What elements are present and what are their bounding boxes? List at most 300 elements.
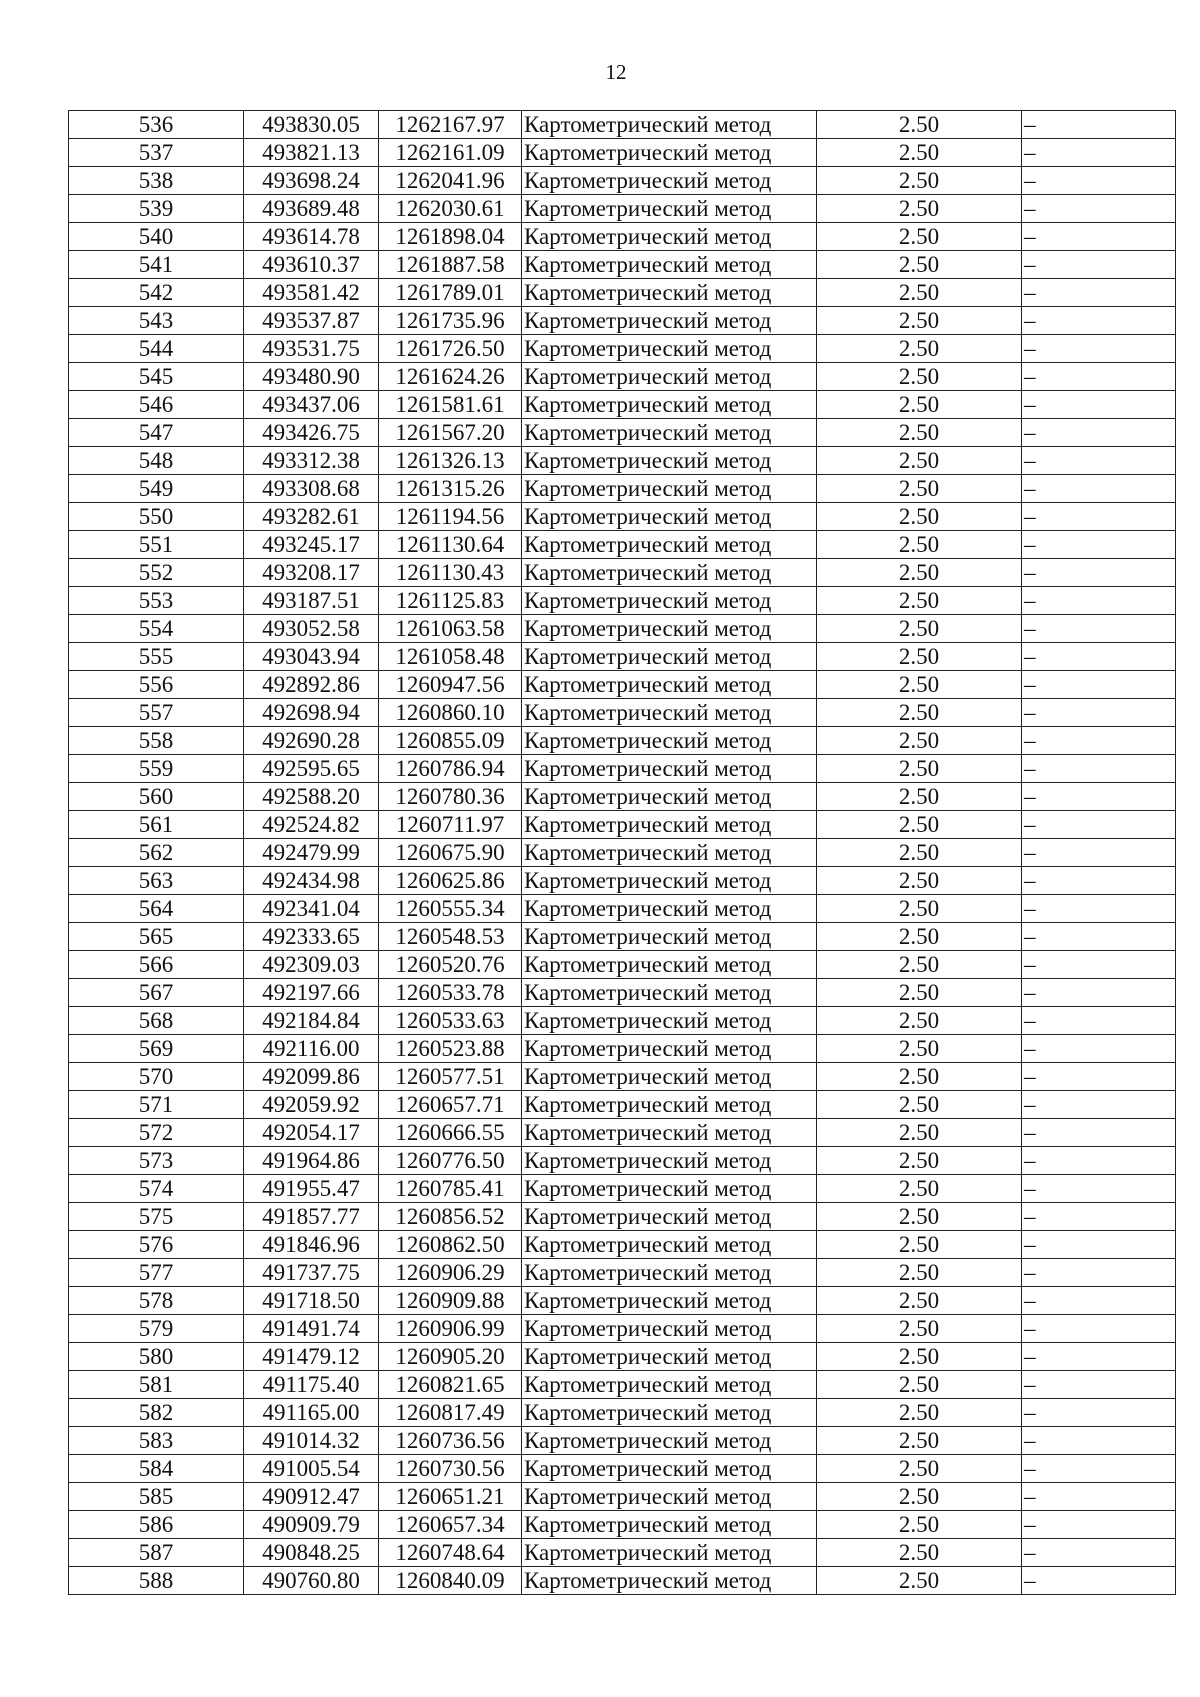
y-coordinate-cell: 1261735.96	[379, 307, 522, 335]
accuracy-cell: 2.50	[817, 671, 1022, 699]
note-cell: –	[1022, 111, 1176, 139]
table-row	[69, 755, 1176, 783]
x-coordinate-cell: 492524.82	[244, 811, 379, 839]
method-cell: Картометрический метод	[522, 195, 817, 223]
table-row	[69, 195, 1176, 223]
accuracy-cell: 2.50	[817, 559, 1022, 587]
note-cell: –	[1022, 671, 1176, 699]
accuracy-cell: 2.50	[817, 167, 1022, 195]
x-coordinate-cell: 490912.47	[244, 1483, 379, 1511]
accuracy-cell: 2.50	[817, 699, 1022, 727]
note-cell: –	[1022, 951, 1176, 979]
x-coordinate-cell: 493187.51	[244, 587, 379, 615]
point-number-cell: 555	[69, 643, 244, 671]
point-number-cell: 587	[69, 1539, 244, 1567]
point-number-cell: 539	[69, 195, 244, 223]
point-number-cell: 576	[69, 1231, 244, 1259]
table-row	[69, 475, 1176, 503]
table-row	[69, 699, 1176, 727]
accuracy-cell: 2.50	[817, 1147, 1022, 1175]
note-cell: –	[1022, 1063, 1176, 1091]
note-cell: –	[1022, 279, 1176, 307]
accuracy-cell: 2.50	[817, 1343, 1022, 1371]
y-coordinate-cell: 1260862.50	[379, 1231, 522, 1259]
table-row	[69, 531, 1176, 559]
point-number-cell: 584	[69, 1455, 244, 1483]
y-coordinate-cell: 1260817.49	[379, 1399, 522, 1427]
y-coordinate-cell: 1261567.20	[379, 419, 522, 447]
method-cell: Картометрический метод	[522, 475, 817, 503]
coordinates-table	[68, 110, 1176, 1595]
point-number-cell: 538	[69, 167, 244, 195]
x-coordinate-cell: 493830.05	[244, 111, 379, 139]
x-coordinate-cell: 493245.17	[244, 531, 379, 559]
y-coordinate-cell: 1260577.51	[379, 1063, 522, 1091]
accuracy-cell: 2.50	[817, 811, 1022, 839]
method-cell: Картометрический метод	[522, 139, 817, 167]
y-coordinate-cell: 1260856.52	[379, 1203, 522, 1231]
y-coordinate-cell: 1260736.56	[379, 1427, 522, 1455]
table-row	[69, 251, 1176, 279]
table-row	[69, 1203, 1176, 1231]
y-coordinate-cell: 1260533.63	[379, 1007, 522, 1035]
note-cell: –	[1022, 195, 1176, 223]
accuracy-cell: 2.50	[817, 363, 1022, 391]
table-row	[69, 923, 1176, 951]
table-row	[69, 1091, 1176, 1119]
x-coordinate-cell: 492690.28	[244, 727, 379, 755]
y-coordinate-cell: 1261326.13	[379, 447, 522, 475]
accuracy-cell: 2.50	[817, 839, 1022, 867]
method-cell: Картометрический метод	[522, 307, 817, 335]
accuracy-cell: 2.50	[817, 1567, 1022, 1595]
method-cell: Картометрический метод	[522, 951, 817, 979]
y-coordinate-cell: 1260555.34	[379, 895, 522, 923]
point-number-cell: 547	[69, 419, 244, 447]
point-number-cell: 561	[69, 811, 244, 839]
point-number-cell: 568	[69, 1007, 244, 1035]
method-cell: Картометрический метод	[522, 111, 817, 139]
table-row	[69, 223, 1176, 251]
y-coordinate-cell: 1262041.96	[379, 167, 522, 195]
y-coordinate-cell: 1261581.61	[379, 391, 522, 419]
x-coordinate-cell: 493282.61	[244, 503, 379, 531]
y-coordinate-cell: 1261130.43	[379, 559, 522, 587]
method-cell: Картометрический метод	[522, 1567, 817, 1595]
y-coordinate-cell: 1261063.58	[379, 615, 522, 643]
accuracy-cell: 2.50	[817, 307, 1022, 335]
method-cell: Картометрический метод	[522, 1007, 817, 1035]
note-cell: –	[1022, 615, 1176, 643]
accuracy-cell: 2.50	[817, 1483, 1022, 1511]
table-row	[69, 615, 1176, 643]
y-coordinate-cell: 1260860.10	[379, 699, 522, 727]
point-number-cell: 548	[69, 447, 244, 475]
table-row	[69, 111, 1176, 139]
y-coordinate-cell: 1260657.34	[379, 1511, 522, 1539]
y-coordinate-cell: 1261898.04	[379, 223, 522, 251]
method-cell: Картометрический метод	[522, 1063, 817, 1091]
table-row	[69, 1231, 1176, 1259]
y-coordinate-cell: 1261194.56	[379, 503, 522, 531]
point-number-cell: 557	[69, 699, 244, 727]
point-number-cell: 566	[69, 951, 244, 979]
method-cell: Картометрический метод	[522, 699, 817, 727]
x-coordinate-cell: 492059.92	[244, 1091, 379, 1119]
table-row	[69, 951, 1176, 979]
point-number-cell: 565	[69, 923, 244, 951]
table-row	[69, 839, 1176, 867]
point-number-cell: 564	[69, 895, 244, 923]
method-cell: Картометрический метод	[522, 671, 817, 699]
note-cell: –	[1022, 503, 1176, 531]
accuracy-cell: 2.50	[817, 1427, 1022, 1455]
point-number-cell: 571	[69, 1091, 244, 1119]
method-cell: Картометрический метод	[522, 1455, 817, 1483]
x-coordinate-cell: 491718.50	[244, 1287, 379, 1315]
method-cell: Картометрический метод	[522, 1371, 817, 1399]
page-number: 12	[605, 60, 627, 84]
method-cell: Картометрический метод	[522, 1315, 817, 1343]
table-row	[69, 727, 1176, 755]
accuracy-cell: 2.50	[817, 1035, 1022, 1063]
note-cell: –	[1022, 867, 1176, 895]
method-cell: Картометрический метод	[522, 1203, 817, 1231]
y-coordinate-cell: 1260821.65	[379, 1371, 522, 1399]
table-row	[69, 1511, 1176, 1539]
method-cell: Картометрический метод	[522, 1035, 817, 1063]
note-cell: –	[1022, 1315, 1176, 1343]
table-row	[69, 811, 1176, 839]
table-row	[69, 783, 1176, 811]
y-coordinate-cell: 1260947.56	[379, 671, 522, 699]
note-cell: –	[1022, 391, 1176, 419]
y-coordinate-cell: 1260748.64	[379, 1539, 522, 1567]
method-cell: Картометрический метод	[522, 223, 817, 251]
table-row	[69, 1119, 1176, 1147]
table-row	[69, 1147, 1176, 1175]
table-row	[69, 1175, 1176, 1203]
y-coordinate-cell: 1262167.97	[379, 111, 522, 139]
x-coordinate-cell: 493610.37	[244, 251, 379, 279]
note-cell: –	[1022, 1287, 1176, 1315]
table-row	[69, 895, 1176, 923]
y-coordinate-cell: 1261315.26	[379, 475, 522, 503]
x-coordinate-cell: 493052.58	[244, 615, 379, 643]
method-cell: Картометрический метод	[522, 1231, 817, 1259]
accuracy-cell: 2.50	[817, 503, 1022, 531]
x-coordinate-cell: 492184.84	[244, 1007, 379, 1035]
accuracy-cell: 2.50	[817, 223, 1022, 251]
method-cell: Картометрический метод	[522, 1539, 817, 1567]
table-row	[69, 1483, 1176, 1511]
accuracy-cell: 2.50	[817, 867, 1022, 895]
x-coordinate-cell: 491175.40	[244, 1371, 379, 1399]
method-cell: Картометрический метод	[522, 1175, 817, 1203]
y-coordinate-cell: 1260906.99	[379, 1315, 522, 1343]
method-cell: Картометрический метод	[522, 559, 817, 587]
note-cell: –	[1022, 1091, 1176, 1119]
method-cell: Картометрический метод	[522, 811, 817, 839]
method-cell: Картометрический метод	[522, 1119, 817, 1147]
accuracy-cell: 2.50	[817, 391, 1022, 419]
point-number-cell: 579	[69, 1315, 244, 1343]
x-coordinate-cell: 491964.86	[244, 1147, 379, 1175]
table-row	[69, 1567, 1176, 1595]
accuracy-cell: 2.50	[817, 755, 1022, 783]
note-cell: –	[1022, 587, 1176, 615]
table-row	[69, 1315, 1176, 1343]
y-coordinate-cell: 1260548.53	[379, 923, 522, 951]
accuracy-cell: 2.50	[817, 1175, 1022, 1203]
table-row	[69, 1455, 1176, 1483]
x-coordinate-cell: 491479.12	[244, 1343, 379, 1371]
method-cell: Картометрический метод	[522, 643, 817, 671]
table-row	[69, 1287, 1176, 1315]
method-cell: Картометрический метод	[522, 447, 817, 475]
y-coordinate-cell: 1260523.88	[379, 1035, 522, 1063]
method-cell: Картометрический метод	[522, 979, 817, 1007]
table-row	[69, 559, 1176, 587]
accuracy-cell: 2.50	[817, 1063, 1022, 1091]
accuracy-cell: 2.50	[817, 251, 1022, 279]
note-cell: –	[1022, 979, 1176, 1007]
point-number-cell: 552	[69, 559, 244, 587]
x-coordinate-cell: 493480.90	[244, 363, 379, 391]
note-cell: –	[1022, 699, 1176, 727]
point-number-cell: 540	[69, 223, 244, 251]
x-coordinate-cell: 490848.25	[244, 1539, 379, 1567]
x-coordinate-cell: 491491.74	[244, 1315, 379, 1343]
note-cell: –	[1022, 307, 1176, 335]
point-number-cell: 585	[69, 1483, 244, 1511]
point-number-cell: 544	[69, 335, 244, 363]
x-coordinate-cell: 492892.86	[244, 671, 379, 699]
point-number-cell: 567	[69, 979, 244, 1007]
x-coordinate-cell: 491737.75	[244, 1259, 379, 1287]
table-row	[69, 979, 1176, 1007]
note-cell: –	[1022, 923, 1176, 951]
x-coordinate-cell: 491005.54	[244, 1455, 379, 1483]
note-cell: –	[1022, 1259, 1176, 1287]
note-cell: –	[1022, 531, 1176, 559]
point-number-cell: 578	[69, 1287, 244, 1315]
y-coordinate-cell: 1260780.36	[379, 783, 522, 811]
method-cell: Картометрический метод	[522, 1259, 817, 1287]
method-cell: Картометрический метод	[522, 279, 817, 307]
y-coordinate-cell: 1261726.50	[379, 335, 522, 363]
method-cell: Картометрический метод	[522, 251, 817, 279]
method-cell: Картометрический метод	[522, 1483, 817, 1511]
table-row	[69, 307, 1176, 335]
note-cell: –	[1022, 755, 1176, 783]
accuracy-cell: 2.50	[817, 587, 1022, 615]
point-number-cell: 559	[69, 755, 244, 783]
method-cell: Картометрический метод	[522, 1427, 817, 1455]
table-row	[69, 279, 1176, 307]
table-row	[69, 1371, 1176, 1399]
method-cell: Картометрический метод	[522, 923, 817, 951]
method-cell: Картометрический метод	[522, 167, 817, 195]
note-cell: –	[1022, 783, 1176, 811]
y-coordinate-cell: 1261130.64	[379, 531, 522, 559]
x-coordinate-cell: 492698.94	[244, 699, 379, 727]
note-cell: –	[1022, 475, 1176, 503]
accuracy-cell: 2.50	[817, 531, 1022, 559]
x-coordinate-cell: 492341.04	[244, 895, 379, 923]
x-coordinate-cell: 492099.86	[244, 1063, 379, 1091]
x-coordinate-cell: 493581.42	[244, 279, 379, 307]
x-coordinate-cell: 492434.98	[244, 867, 379, 895]
method-cell: Картометрический метод	[522, 363, 817, 391]
method-cell: Картометрический метод	[522, 755, 817, 783]
y-coordinate-cell: 1260840.09	[379, 1567, 522, 1595]
point-number-cell: 537	[69, 139, 244, 167]
point-number-cell: 542	[69, 279, 244, 307]
table-row	[69, 167, 1176, 195]
method-cell: Картометрический метод	[522, 1147, 817, 1175]
table-row	[69, 1399, 1176, 1427]
accuracy-cell: 2.50	[817, 447, 1022, 475]
table-row	[69, 335, 1176, 363]
x-coordinate-cell: 492479.99	[244, 839, 379, 867]
y-coordinate-cell: 1260666.55	[379, 1119, 522, 1147]
x-coordinate-cell: 492309.03	[244, 951, 379, 979]
coordinates-table-body	[69, 111, 1176, 1595]
accuracy-cell: 2.50	[817, 1315, 1022, 1343]
point-number-cell: 569	[69, 1035, 244, 1063]
table-row	[69, 503, 1176, 531]
method-cell: Картометрический метод	[522, 867, 817, 895]
method-cell: Картометрический метод	[522, 1511, 817, 1539]
y-coordinate-cell: 1260909.88	[379, 1287, 522, 1315]
method-cell: Картометрический метод	[522, 839, 817, 867]
x-coordinate-cell: 490909.79	[244, 1511, 379, 1539]
point-number-cell: 577	[69, 1259, 244, 1287]
point-number-cell: 582	[69, 1399, 244, 1427]
x-coordinate-cell: 493312.38	[244, 447, 379, 475]
accuracy-cell: 2.50	[817, 1203, 1022, 1231]
y-coordinate-cell: 1260651.21	[379, 1483, 522, 1511]
accuracy-cell: 2.50	[817, 895, 1022, 923]
point-number-cell: 562	[69, 839, 244, 867]
accuracy-cell: 2.50	[817, 1287, 1022, 1315]
x-coordinate-cell: 491014.32	[244, 1427, 379, 1455]
note-cell: –	[1022, 1035, 1176, 1063]
method-cell: Картометрический метод	[522, 1287, 817, 1315]
point-number-cell: 563	[69, 867, 244, 895]
point-number-cell: 572	[69, 1119, 244, 1147]
method-cell: Картометрический метод	[522, 1091, 817, 1119]
y-coordinate-cell: 1260625.86	[379, 867, 522, 895]
point-number-cell: 549	[69, 475, 244, 503]
x-coordinate-cell: 492333.65	[244, 923, 379, 951]
point-number-cell: 558	[69, 727, 244, 755]
accuracy-cell: 2.50	[817, 1455, 1022, 1483]
y-coordinate-cell: 1261058.48	[379, 643, 522, 671]
point-number-cell: 560	[69, 783, 244, 811]
accuracy-cell: 2.50	[817, 1371, 1022, 1399]
x-coordinate-cell: 491955.47	[244, 1175, 379, 1203]
table-row	[69, 447, 1176, 475]
x-coordinate-cell: 492588.20	[244, 783, 379, 811]
table-row	[69, 1007, 1176, 1035]
note-cell: –	[1022, 1119, 1176, 1147]
method-cell: Картометрический метод	[522, 615, 817, 643]
accuracy-cell: 2.50	[817, 1231, 1022, 1259]
y-coordinate-cell: 1261125.83	[379, 587, 522, 615]
table-row	[69, 1063, 1176, 1091]
accuracy-cell: 2.50	[817, 979, 1022, 1007]
point-number-cell: 586	[69, 1511, 244, 1539]
method-cell: Картометрический метод	[522, 783, 817, 811]
x-coordinate-cell: 493308.68	[244, 475, 379, 503]
y-coordinate-cell: 1262161.09	[379, 139, 522, 167]
x-coordinate-cell: 491857.77	[244, 1203, 379, 1231]
table-row	[69, 643, 1176, 671]
accuracy-cell: 2.50	[817, 419, 1022, 447]
point-number-cell: 546	[69, 391, 244, 419]
note-cell: –	[1022, 727, 1176, 755]
x-coordinate-cell: 492197.66	[244, 979, 379, 1007]
note-cell: –	[1022, 1483, 1176, 1511]
accuracy-cell: 2.50	[817, 951, 1022, 979]
note-cell: –	[1022, 419, 1176, 447]
note-cell: –	[1022, 139, 1176, 167]
accuracy-cell: 2.50	[817, 1119, 1022, 1147]
x-coordinate-cell: 493689.48	[244, 195, 379, 223]
method-cell: Картометрический метод	[522, 587, 817, 615]
x-coordinate-cell: 490760.80	[244, 1567, 379, 1595]
table-row	[69, 1427, 1176, 1455]
note-cell: –	[1022, 1399, 1176, 1427]
accuracy-cell: 2.50	[817, 475, 1022, 503]
point-number-cell: 554	[69, 615, 244, 643]
table-row	[69, 363, 1176, 391]
note-cell: –	[1022, 895, 1176, 923]
y-coordinate-cell: 1260776.50	[379, 1147, 522, 1175]
method-cell: Картометрический метод	[522, 419, 817, 447]
accuracy-cell: 2.50	[817, 111, 1022, 139]
point-number-cell: 551	[69, 531, 244, 559]
point-number-cell: 573	[69, 1147, 244, 1175]
table-row	[69, 139, 1176, 167]
x-coordinate-cell: 492054.17	[244, 1119, 379, 1147]
method-cell: Картометрический метод	[522, 503, 817, 531]
note-cell: –	[1022, 1511, 1176, 1539]
y-coordinate-cell: 1260711.97	[379, 811, 522, 839]
note-cell: –	[1022, 643, 1176, 671]
note-cell: –	[1022, 335, 1176, 363]
note-cell: –	[1022, 1455, 1176, 1483]
y-coordinate-cell: 1260657.71	[379, 1091, 522, 1119]
table-row	[69, 867, 1176, 895]
x-coordinate-cell: 493531.75	[244, 335, 379, 363]
x-coordinate-cell: 492595.65	[244, 755, 379, 783]
accuracy-cell: 2.50	[817, 335, 1022, 363]
table-row	[69, 587, 1176, 615]
note-cell: –	[1022, 559, 1176, 587]
y-coordinate-cell: 1261789.01	[379, 279, 522, 307]
x-coordinate-cell: 493821.13	[244, 139, 379, 167]
method-cell: Картометрический метод	[522, 335, 817, 363]
note-cell: –	[1022, 1175, 1176, 1203]
note-cell: –	[1022, 363, 1176, 391]
point-number-cell: 553	[69, 587, 244, 615]
table-row	[69, 1035, 1176, 1063]
table-row	[69, 671, 1176, 699]
note-cell: –	[1022, 1567, 1176, 1595]
